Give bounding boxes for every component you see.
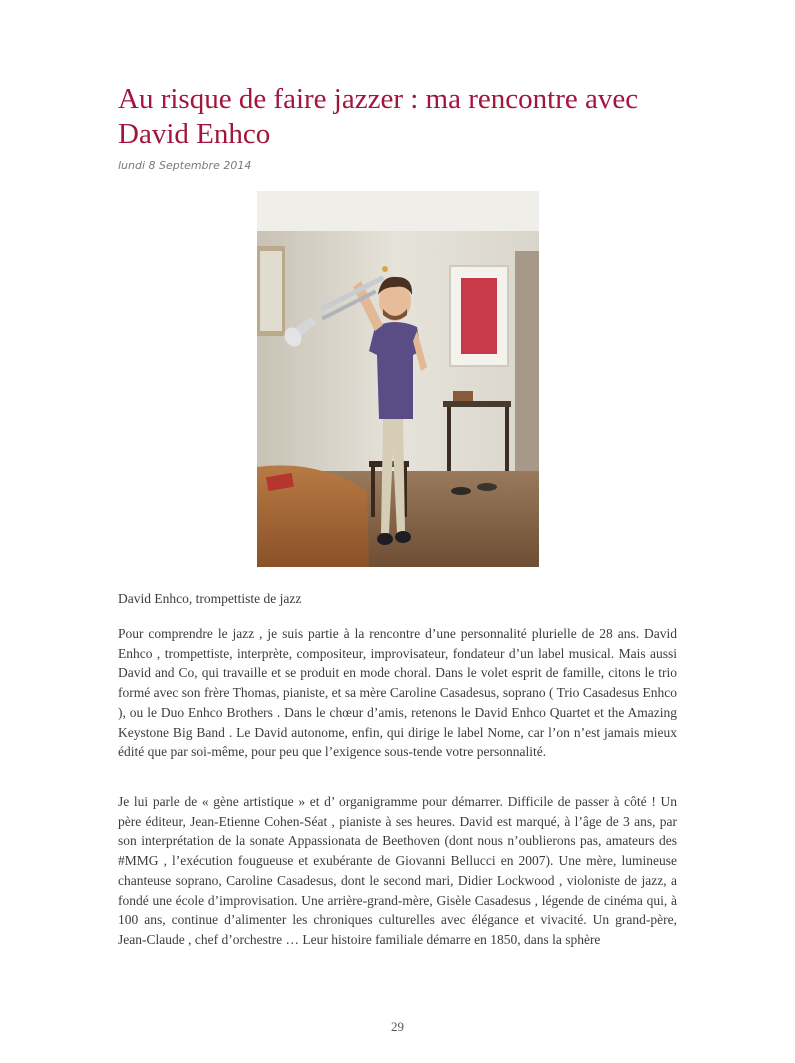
page-number: 29 xyxy=(391,1019,404,1034)
article-title: Au risque de faire jazzer : ma rencontre avec David Enhco xyxy=(118,83,639,150)
article-photo xyxy=(257,191,539,567)
paragraph-1: Pour comprendre le jazz , je suis partie à la rencontre d’une personnalité plurielle de 28 ans. David Enhco , trompettiste, interprète, compositeur, improvisateur, fondateur d’un label musical. Mais aussi David and Co, qui travaille et se produit en mode choral. Dans le volet esprit de famille, citons le trio formé avec son frère Thomas, pianiste, et sa mère Caroline Casadesus, soprano ( Trio Casadesus Enhco ), ou le Duo Enhco Brothers . Dans le chœur d’amis, retenons le David Enhco Quartet et the Amazing Keystone Big Band . Le David autonome, enfin, qui dirige le label Nome, car l’on n’est jamais mieux édité que par soi-même, pour peu que l’exigence sous-tende votre personnalité. xyxy=(118,626,677,760)
article-date: lundi 8 Septembre 2014 xyxy=(118,159,252,172)
paragraph-2: Je lui parle de « gène artistique » et d’ organigramme pour démarrer. Difficile de passer à côté ! Un père éditeur, Jean-Etienne Cohen-Séat , pianiste à ses heures. David est marqué, à l’âge de 3 ans, par son interprétation de la sonate Appassionata de Beethoven (dont nous n’oublierons pas, amateurs des #MMG , l’exécution fougueuse et exubérante de Giovanni Bellucci en 2007). Une mère, lumineuse chanteuse soprano, Caroline Casadesus, dont le second mari, Didier Lockwood , violoniste de jazz, a fondé une école d’improvisation. Une arrière-grand-mère, Gisèle Casadesus , légende de cinéma qui, à 100 ans, continue d’alimenter les chroniques culturelles avec élégance et vivacité. Un grand-père, Jean-Claude , chef d’orchestre … Leur histoire familiale démarre en 1850, dans la sphère xyxy=(118,794,677,947)
image-caption: David Enhco, trompettiste de jazz xyxy=(118,591,302,606)
